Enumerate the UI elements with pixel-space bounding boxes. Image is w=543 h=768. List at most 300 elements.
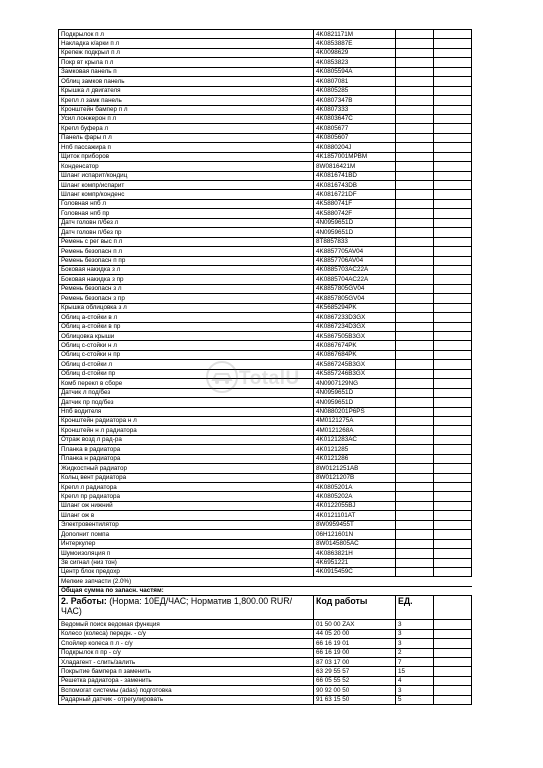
- work-extra-cell: [434, 620, 472, 629]
- part-row: [59, 416, 472, 425]
- part-code: 4N0907129NG: [314, 379, 396, 388]
- part-code: 4K5880741F: [314, 199, 396, 208]
- part-name: Крепл л замк панель: [59, 96, 314, 105]
- part-code: 4K0853887E: [314, 39, 396, 48]
- work-row: [59, 667, 472, 676]
- part-price-cell: [434, 435, 472, 444]
- part-code: 4M0121268A: [314, 426, 396, 435]
- part-qty-cell: [396, 30, 434, 39]
- work-units: 3: [396, 686, 434, 695]
- part-qty-cell: [396, 275, 434, 284]
- part-name: Шланг испарит/кондиц: [59, 171, 314, 180]
- part-price-cell: [434, 152, 472, 161]
- part-qty-cell: [396, 96, 434, 105]
- part-code: 4K5867505B3GX: [314, 332, 396, 341]
- part-qty-cell: [396, 558, 434, 567]
- part-price-cell: [434, 218, 472, 227]
- part-price-cell: [434, 48, 472, 57]
- part-name: Облиц d-стойки л: [59, 360, 314, 369]
- part-qty-cell: [396, 181, 434, 190]
- work-code: 91 63 15 50: [314, 695, 396, 704]
- part-row: [59, 275, 472, 284]
- work-units: 3: [396, 639, 434, 648]
- part-qty-cell: [396, 171, 434, 180]
- work-name: Решетка радиатора - заменить: [59, 676, 314, 685]
- part-name: Замковая панель п: [59, 67, 314, 76]
- part-code: 4K0121286: [314, 454, 396, 463]
- part-row: [59, 143, 472, 152]
- part-qty-cell: [396, 501, 434, 510]
- part-price-cell: [434, 511, 472, 520]
- part-qty-cell: [396, 86, 434, 95]
- part-qty-cell: [396, 237, 434, 246]
- part-row: [59, 341, 472, 350]
- part-qty-cell: [396, 265, 434, 274]
- part-price-cell: [434, 369, 472, 378]
- part-row: [59, 199, 472, 208]
- part-price-cell: [434, 322, 472, 331]
- part-qty-cell: [396, 398, 434, 407]
- part-price-cell: [434, 265, 472, 274]
- part-code: 4K5685294PK: [314, 303, 396, 312]
- part-qty-cell: [396, 247, 434, 256]
- part-price-cell: [434, 58, 472, 67]
- part-name: Ремень безопасн п пр: [59, 256, 314, 265]
- part-price-cell: [434, 379, 472, 388]
- part-price-cell: [434, 39, 472, 48]
- part-code: 4K0122055BJ: [314, 501, 396, 510]
- part-name: Облиц а-стойки в л: [59, 313, 314, 322]
- part-name: Центр блок предохр: [59, 567, 314, 576]
- part-name: Датч головн п/без л: [59, 218, 314, 227]
- part-price-cell: [434, 558, 472, 567]
- part-name: Жидкостный радиатор: [59, 464, 314, 473]
- part-price-cell: [434, 275, 472, 284]
- part-price-cell: [434, 303, 472, 312]
- part-row: [59, 96, 472, 105]
- part-code: 4K0803647C: [314, 114, 396, 123]
- parts-summary: [59, 577, 472, 596]
- part-price-cell: [434, 143, 472, 152]
- part-code: 4K8857705AV04: [314, 247, 396, 256]
- part-code: 4K5857246B3GX: [314, 369, 396, 378]
- part-code: 4K5880742F: [314, 209, 396, 218]
- work-row: [59, 686, 472, 695]
- work-extra-cell: [434, 658, 472, 667]
- part-price-cell: [434, 332, 472, 341]
- work-extra-cell: [434, 695, 472, 704]
- part-name: Нпб водителя: [59, 407, 314, 416]
- part-name: Кольц вент радиатора: [59, 473, 314, 482]
- part-name: Интеркулер: [59, 539, 314, 548]
- work-extra-cell: [434, 667, 472, 676]
- work-row: [59, 639, 472, 648]
- part-qty-cell: [396, 473, 434, 482]
- part-name: Шумоизоляция п: [59, 549, 314, 558]
- part-code: 4K0821171M: [314, 30, 396, 39]
- part-name: Усил лонжерон п л: [59, 114, 314, 123]
- part-price-cell: [434, 483, 472, 492]
- part-name: Щиток приборов: [59, 152, 314, 161]
- part-row: [59, 30, 472, 39]
- part-qty-cell: [396, 294, 434, 303]
- part-name: Боковая накидка з пр: [59, 275, 314, 284]
- part-price-cell: [434, 398, 472, 407]
- part-row: [59, 549, 472, 558]
- work-code-header: Код работы: [314, 596, 396, 620]
- parts-total-label: Общая сумма по запасн. частям:: [59, 586, 314, 595]
- part-code: 4N0959651D: [314, 398, 396, 407]
- part-qty-cell: [396, 332, 434, 341]
- work-code: 90 92 00 50: [314, 686, 396, 695]
- work-row: [59, 648, 472, 657]
- part-price-cell: [434, 256, 472, 265]
- part-code: 4N0959651D: [314, 228, 396, 237]
- part-row: [59, 567, 472, 576]
- part-row: [59, 39, 472, 48]
- part-code: 4K0863821H: [314, 549, 396, 558]
- part-name: Кронштейн бампер п л: [59, 105, 314, 114]
- part-qty-cell: [396, 483, 434, 492]
- work-name: Вспомогат системы (adas) подготовка: [59, 686, 314, 695]
- part-price-cell: [434, 464, 472, 473]
- part-code: 4K0121285: [314, 445, 396, 454]
- part-code: 06H121601N: [314, 530, 396, 539]
- part-price-cell: [434, 209, 472, 218]
- work-row: [59, 620, 472, 629]
- part-qty-cell: [396, 369, 434, 378]
- part-name: Ремень безопасн п л: [59, 247, 314, 256]
- part-row: [59, 511, 472, 520]
- works-title: 2. Работы:: [61, 596, 107, 607]
- part-row: [59, 105, 472, 114]
- work-units: 3: [396, 629, 434, 638]
- part-code: 4K0867684PK: [314, 350, 396, 359]
- work-extra-cell: [434, 639, 472, 648]
- part-name: Облицовка крыши: [59, 332, 314, 341]
- part-name: Нпб пассажира п: [59, 143, 314, 152]
- part-name: Шланг ож в: [59, 511, 314, 520]
- part-name: Боковая накидка з л: [59, 265, 314, 274]
- part-row: [59, 435, 472, 444]
- part-qty-cell: [396, 218, 434, 227]
- part-row: [59, 464, 472, 473]
- part-price-cell: [434, 284, 472, 293]
- part-row: [59, 152, 472, 161]
- part-code: 4K0867674PK: [314, 341, 396, 350]
- works-section: [59, 596, 472, 620]
- part-price-cell: [434, 171, 472, 180]
- part-price-cell: [434, 162, 472, 171]
- part-code: 4N0880201P6PS: [314, 407, 396, 416]
- part-name: Крышка облицовка з л: [59, 303, 314, 312]
- part-code: 4K0098629: [314, 48, 396, 57]
- part-name: Облиц замков панель: [59, 77, 314, 86]
- part-row: [59, 350, 472, 359]
- part-qty-cell: [396, 435, 434, 444]
- part-row: [59, 483, 472, 492]
- part-name: Крепл л радиатора: [59, 483, 314, 492]
- part-price-cell: [434, 530, 472, 539]
- work-units-header: ЕД.: [396, 596, 434, 620]
- part-row: [59, 228, 472, 237]
- part-price-cell: [434, 124, 472, 133]
- part-qty-cell: [396, 114, 434, 123]
- part-row: [59, 303, 472, 312]
- part-row: [59, 190, 472, 199]
- part-name: Комб перекл в сборе: [59, 379, 314, 388]
- part-price-cell: [434, 360, 472, 369]
- part-code: 4N0959651D: [314, 218, 396, 227]
- part-row: [59, 530, 472, 539]
- car-logo-icon: [205, 360, 239, 394]
- part-price-cell: [434, 416, 472, 425]
- part-code: 4K0807333: [314, 105, 396, 114]
- part-row: [59, 67, 472, 76]
- part-name: Ремень с рег выс п л: [59, 237, 314, 246]
- part-code: 8W0121251AB: [314, 464, 396, 473]
- part-qty-cell: [396, 190, 434, 199]
- work-units: 5: [396, 695, 434, 704]
- part-price-cell: [434, 549, 472, 558]
- part-qty-cell: [396, 228, 434, 237]
- part-qty-cell: [396, 162, 434, 171]
- part-code: 8W0121207B: [314, 473, 396, 482]
- part-qty-cell: [396, 256, 434, 265]
- part-row: [59, 492, 472, 501]
- part-name: Шланг компр/конденс: [59, 190, 314, 199]
- part-row: [59, 445, 472, 454]
- part-qty-cell: [396, 454, 434, 463]
- part-price-cell: [434, 454, 472, 463]
- part-qty-cell: [396, 124, 434, 133]
- part-name: Отраж возд л рад-ра: [59, 435, 314, 444]
- part-code: 4K0816743DB: [314, 181, 396, 190]
- part-row: [59, 218, 472, 227]
- part-row: [59, 322, 472, 331]
- part-name: Накладка к/арки п л: [59, 39, 314, 48]
- part-name: Кронштейн н л радиатора: [59, 426, 314, 435]
- part-qty-cell: [396, 105, 434, 114]
- work-name: Ведомый поиск ведомая функция: [59, 620, 314, 629]
- part-code: 4K0816721DF: [314, 190, 396, 199]
- part-qty-cell: [396, 360, 434, 369]
- part-price-cell: [434, 133, 472, 142]
- part-name: Датчик л под/без: [59, 388, 314, 397]
- part-price-cell: [434, 114, 472, 123]
- part-price-cell: [434, 67, 472, 76]
- part-price-cell: [434, 181, 472, 190]
- work-units: 7: [396, 658, 434, 667]
- part-qty-cell: [396, 199, 434, 208]
- part-price-cell: [434, 539, 472, 548]
- part-name: Покр вт крыла п л: [59, 58, 314, 67]
- part-price-cell: [434, 341, 472, 350]
- part-code: 4N0959651D: [314, 388, 396, 397]
- part-row: [59, 454, 472, 463]
- works-norm: (Норма: 10ЕД/ЧАС; Норматив 1,800.00 RUR/ЧАС): [61, 596, 293, 617]
- part-price-cell: [434, 388, 472, 397]
- part-code: 4K0121101AT: [314, 511, 396, 520]
- part-qty-cell: [396, 407, 434, 416]
- part-row: [59, 247, 472, 256]
- misc-parts-label: Мелкие запчасти (2.0%): [59, 577, 314, 586]
- part-code: 4K8857805GV04: [314, 284, 396, 293]
- part-name: Облиц с-стойки н л: [59, 341, 314, 350]
- part-code: 4K0885703AC22A: [314, 265, 396, 274]
- part-qty-cell: [396, 303, 434, 312]
- part-code: 4K0915459C: [314, 567, 396, 576]
- part-row: [59, 520, 472, 529]
- part-code: 8W0145805AC: [314, 539, 396, 548]
- part-code: 4K0805201A: [314, 483, 396, 492]
- part-row: [59, 256, 472, 265]
- part-code: 4K0880204J: [314, 143, 396, 152]
- work-name: Подкрылок п пр - с/у: [59, 648, 314, 657]
- work-extra-cell: [434, 676, 472, 685]
- part-qty-cell: [396, 416, 434, 425]
- part-name: Зв сигнал (низ тон): [59, 558, 314, 567]
- work-code: 66 05 55 52: [314, 676, 396, 685]
- work-code: 44 05 20 00: [314, 629, 396, 638]
- part-price-cell: [434, 228, 472, 237]
- part-price-cell: [434, 492, 472, 501]
- part-name: Облиц а-стойки в пр: [59, 322, 314, 331]
- part-price-cell: [434, 426, 472, 435]
- part-code: 4K0853823: [314, 58, 396, 67]
- work-units: 2: [396, 648, 434, 657]
- part-row: [59, 162, 472, 171]
- work-units: 4: [396, 676, 434, 685]
- part-qty-cell: [396, 284, 434, 293]
- part-price-cell: [434, 473, 472, 482]
- part-name: Планка в радиатора: [59, 445, 314, 454]
- work-extra-cell: [434, 629, 472, 638]
- part-code: 4K0807347B: [314, 96, 396, 105]
- part-qty-cell: [396, 313, 434, 322]
- part-code: 4K0805594A: [314, 67, 396, 76]
- part-code: 4K0805285: [314, 86, 396, 95]
- part-code: 4K0805677: [314, 124, 396, 133]
- part-row: [59, 501, 472, 510]
- part-code: 4K0121283AC: [314, 435, 396, 444]
- part-price-cell: [434, 77, 472, 86]
- part-row: [59, 313, 472, 322]
- watermark-text: TotalU: [239, 368, 300, 389]
- part-price-cell: [434, 30, 472, 39]
- part-price-cell: [434, 105, 472, 114]
- part-price-cell: [434, 407, 472, 416]
- work-extra-cell: [434, 648, 472, 657]
- part-code: 4K0807081: [314, 77, 396, 86]
- part-code: 8W0959455T: [314, 520, 396, 529]
- part-price-cell: [434, 199, 472, 208]
- part-name: Ремень безопасн з пр: [59, 294, 314, 303]
- parts-total-row: [59, 586, 472, 595]
- work-row: [59, 695, 472, 704]
- part-row: [59, 332, 472, 341]
- part-price-cell: [434, 190, 472, 199]
- part-price-cell: [434, 501, 472, 510]
- part-qty-cell: [396, 133, 434, 142]
- part-row: [59, 209, 472, 218]
- work-row: [59, 658, 472, 667]
- part-row: [59, 124, 472, 133]
- part-row: [59, 407, 472, 416]
- part-row: [59, 265, 472, 274]
- part-qty-cell: [396, 549, 434, 558]
- part-name: Головная нпб л: [59, 199, 314, 208]
- work-name: Колесо (колеса) передн. - с/у: [59, 629, 314, 638]
- part-code: 8T8857833: [314, 237, 396, 246]
- part-name: Электровентилятор: [59, 520, 314, 529]
- part-price-cell: [434, 294, 472, 303]
- works-header-row: [59, 596, 472, 620]
- work-code: 66 16 19 01: [314, 639, 396, 648]
- part-qty-cell: [396, 322, 434, 331]
- part-name: Датчик пр под/без: [59, 398, 314, 407]
- work-extra-cell: [434, 686, 472, 695]
- part-name: Крепл буфера л: [59, 124, 314, 133]
- part-qty-cell: [396, 39, 434, 48]
- part-code: 4K0867234D3GX: [314, 322, 396, 331]
- part-row: [59, 558, 472, 567]
- part-code: 4K5867245B3GX: [314, 360, 396, 369]
- part-qty-cell: [396, 445, 434, 454]
- part-row: [59, 86, 472, 95]
- part-code: 4K8857706AV04: [314, 256, 396, 265]
- part-price-cell: [434, 520, 472, 529]
- part-name: Шланг ож нижний: [59, 501, 314, 510]
- part-price-cell: [434, 86, 472, 95]
- part-price-cell: [434, 247, 472, 256]
- part-name: Конденсатор: [59, 162, 314, 171]
- part-row: [59, 237, 472, 246]
- part-qty-cell: [396, 511, 434, 520]
- part-qty-cell: [396, 539, 434, 548]
- part-name: Головная нпб пр: [59, 209, 314, 218]
- part-name: Планка н радиатора: [59, 454, 314, 463]
- work-name: Хладагент - слить/залить: [59, 658, 314, 667]
- watermark: [205, 360, 335, 400]
- part-qty-cell: [396, 567, 434, 576]
- part-name: Кронштейн радиатора н л: [59, 416, 314, 425]
- work-name: Покрытие бампера п заменить: [59, 667, 314, 676]
- part-qty-cell: [396, 388, 434, 397]
- part-row: [59, 48, 472, 57]
- part-row: [59, 133, 472, 142]
- part-name: Датч головн п/без пр: [59, 228, 314, 237]
- part-qty-cell: [396, 341, 434, 350]
- work-code: 01 50 00 ZAX: [314, 620, 396, 629]
- part-qty-cell: [396, 520, 434, 529]
- work-row: [59, 676, 472, 685]
- part-price-cell: [434, 445, 472, 454]
- part-row: [59, 473, 472, 482]
- parts-list: [59, 30, 472, 577]
- part-qty-cell: [396, 209, 434, 218]
- misc-parts-row: [59, 577, 472, 586]
- part-name: Подкрылок п л: [59, 30, 314, 39]
- part-price-cell: [434, 313, 472, 322]
- part-name: Облиц d-стойки пр: [59, 369, 314, 378]
- work-code: 63 29 55 57: [314, 667, 396, 676]
- part-qty-cell: [396, 379, 434, 388]
- part-qty-cell: [396, 426, 434, 435]
- part-row: [59, 58, 472, 67]
- part-code: 4K1857001MPBM: [314, 152, 396, 161]
- part-price-cell: [434, 567, 472, 576]
